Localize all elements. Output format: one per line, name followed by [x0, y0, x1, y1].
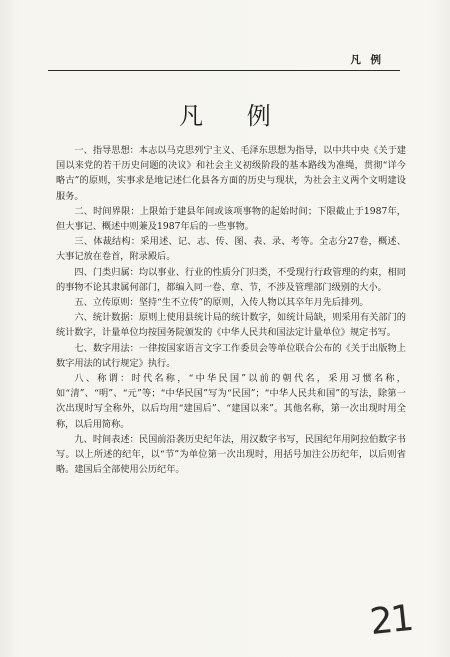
- paragraph-dating: 九、时间表述：民国前沿袭历史纪年法，用汉数字书写，民国纪年用阿拉伯数字书写。以上所述的纪年，以“节”为单位第一次出现时，用括号加注公历纪年，以后则省略。建国后全部使用公历纪年。: [56, 433, 406, 476]
- paragraph-classification: 四、门类归属：均以事业、行业的性质分门归类，不受现行行政管理的约束，相同的事物不论其隶属何部门，都编入同一卷、章、节，不涉及管理部门级别的大小。: [56, 266, 406, 293]
- paragraph-biographies: 五、立传原则：坚持“生不立传”的原则，入传人物以其卒年月先后排列。: [74, 297, 369, 309]
- paragraph-guiding-ideology: 一、指导思想：本志以马克思列宁主义、毛泽东思想为指导，以中共中央《关于建国以来党的若干历史问题的决议》和社会主义初级阶段的基本路线为准绳，贯彻“详今略古”的原则，实事求是地记述仁化县各方面的历史与现状，为社会主义两个文明建设服务。: [56, 145, 406, 202]
- paragraph-appellations: 八、称谓：时代名称，“中华民国”以前的朝代名，采用习惯名称，如“清”、“明”、“元”等；“中华民国”写为“民国”；“中华人民共和国”的写法，除第一次出现时写全称外，以后均用“建国后”、“建国以来”。其他名称，第一次出现时用全称，以后用简称。: [56, 373, 406, 430]
- running-head: 凡 例: [350, 54, 384, 66]
- paragraph-structure: 三、体裁结构：采用述、记、志、传、图、表、录、考等。全志分27卷，概述、大事记放在卷首，附录殿后。: [56, 236, 406, 263]
- page-title: 凡 例: [179, 102, 289, 130]
- header-rule: [48, 70, 400, 71]
- handwritten-page-number: 21: [368, 597, 415, 644]
- body-text: [56, 143, 406, 477]
- paragraph-number-usage: 七、数字用法：一律按国家语言文字工作委员会等单位联合公布的《关于出版物上数字用法的试行规定》执行。: [56, 342, 406, 369]
- paragraph-time-limits: 二、时间界限：上限始于建县年间或该项事物的起始时间；下限截止于1987年，但大事记、概述中则兼及1987年后的一些事物。: [56, 205, 406, 233]
- paragraph-statistics: 六、统计数据：原则上使用县统计局的统计数字，如统计局缺，则采用有关部门的统计数字，计量单位均按国务院颁发的《中华人民共和国法定计量单位》规定书写。: [56, 312, 406, 339]
